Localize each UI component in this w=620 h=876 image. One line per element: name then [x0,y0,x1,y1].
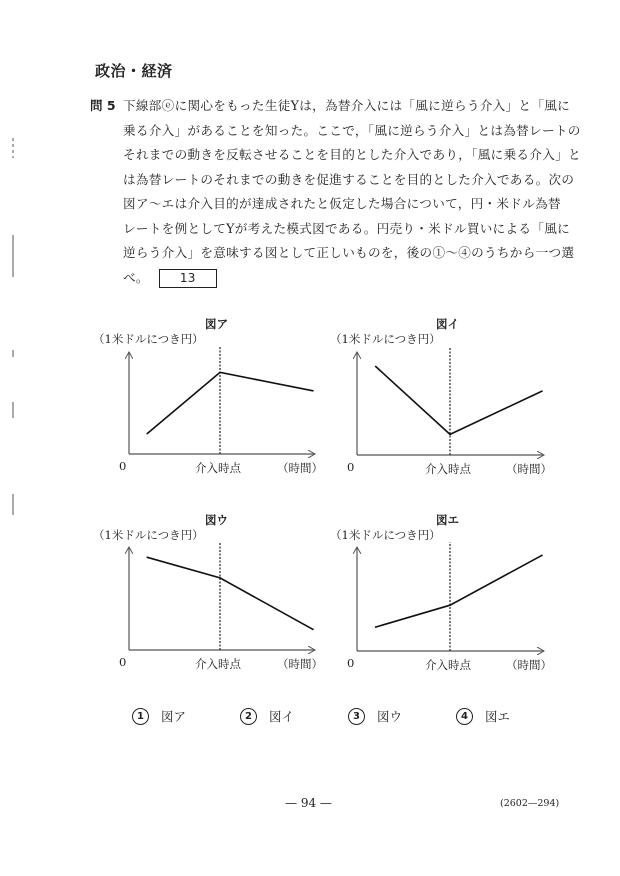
choice-4[interactable] [456,707,510,725]
intervention-label: 介入時点 [425,462,471,476]
y-axis-label: （1米ドルにつき円） [93,332,204,346]
series-line [147,557,313,629]
chart-title: 図ウ [205,513,228,527]
choice-3[interactable] [348,707,402,725]
y-axis-label: （1米ドルにつき円） [93,528,204,542]
choice-label: 図ウ [377,709,403,724]
x-axis-label: （時間） [277,657,323,671]
chart-title: 図ア [205,317,228,331]
chart-title: 図イ [436,317,459,331]
intervention-label: 介入時点 [195,461,241,475]
choice-2[interactable] [240,707,294,725]
data-point [146,557,148,559]
origin-label: 0 [347,656,355,670]
question-line: 乗る介入」があることを知った。ここで，「風に逆らう介入」とは為替レートの [123,122,581,138]
data-point [449,604,451,606]
intervention-label: 介入時点 [425,658,471,672]
choice-number: 1 [132,708,149,725]
question-line: 下線部ⓔに関心をもった生徒Yは，為替介入には「風に逆らう介入」と「風に [123,98,571,113]
choice-label: 図イ [269,709,295,724]
data-point [375,366,377,368]
exam-code: (2602—294) [500,798,560,809]
origin-label: 0 [119,459,127,473]
choice-number: 2 [240,708,257,725]
origin-label: 0 [347,460,355,474]
x-axis-label: （時間） [506,658,552,672]
series-line [376,366,542,434]
data-point [219,372,221,374]
origin-label: 0 [119,655,127,669]
question-line: レートを例としてYが考えた模式図である。円売り・米ドル買いによる「風に [123,220,571,236]
series-line [147,372,313,433]
question-number: 問 5 [90,98,116,113]
data-point [312,629,314,631]
chart-title: 図エ [436,513,459,527]
page-number: — 94 — [285,796,332,810]
question-line: 図ア～エは介入目的が達成されたと仮定した場合について，円・米ドル為替 [123,196,561,211]
intervention-label: 介入時点 [195,657,241,671]
x-axis-label: （時間） [277,461,323,475]
choice-label: 図ア [161,709,187,724]
data-point [219,577,221,579]
data-point [375,626,377,628]
data-point [449,434,451,436]
answer-box[interactable]: 13 [159,269,217,288]
data-point [312,390,314,392]
question-line: は為替レートのそれまでの動きを促進することを目的とした介入である。次の [123,171,575,187]
question-line: べ。 [123,269,149,285]
x-axis-label: （時間） [506,462,552,476]
choice-1[interactable] [132,707,186,725]
data-point [146,433,148,435]
y-axis-label: （1米ドルにつき円） [330,332,441,346]
section-title: 政治・経済 [95,62,173,80]
data-point [541,555,543,557]
question-line: 逆らう介入」を意味する図として正しいものを，後の①～④のうちから一つ選 [123,245,575,260]
y-axis-label: （1米ドルにつき円） [330,528,441,542]
question-line: それまでの動きを反転させることを目的とした介入であり，「風に乗る介入」と [123,147,581,162]
series-line [376,555,542,627]
choice-label: 図エ [485,709,511,724]
choice-number: 3 [348,708,365,725]
data-point [541,390,543,392]
choice-number: 4 [456,708,473,725]
